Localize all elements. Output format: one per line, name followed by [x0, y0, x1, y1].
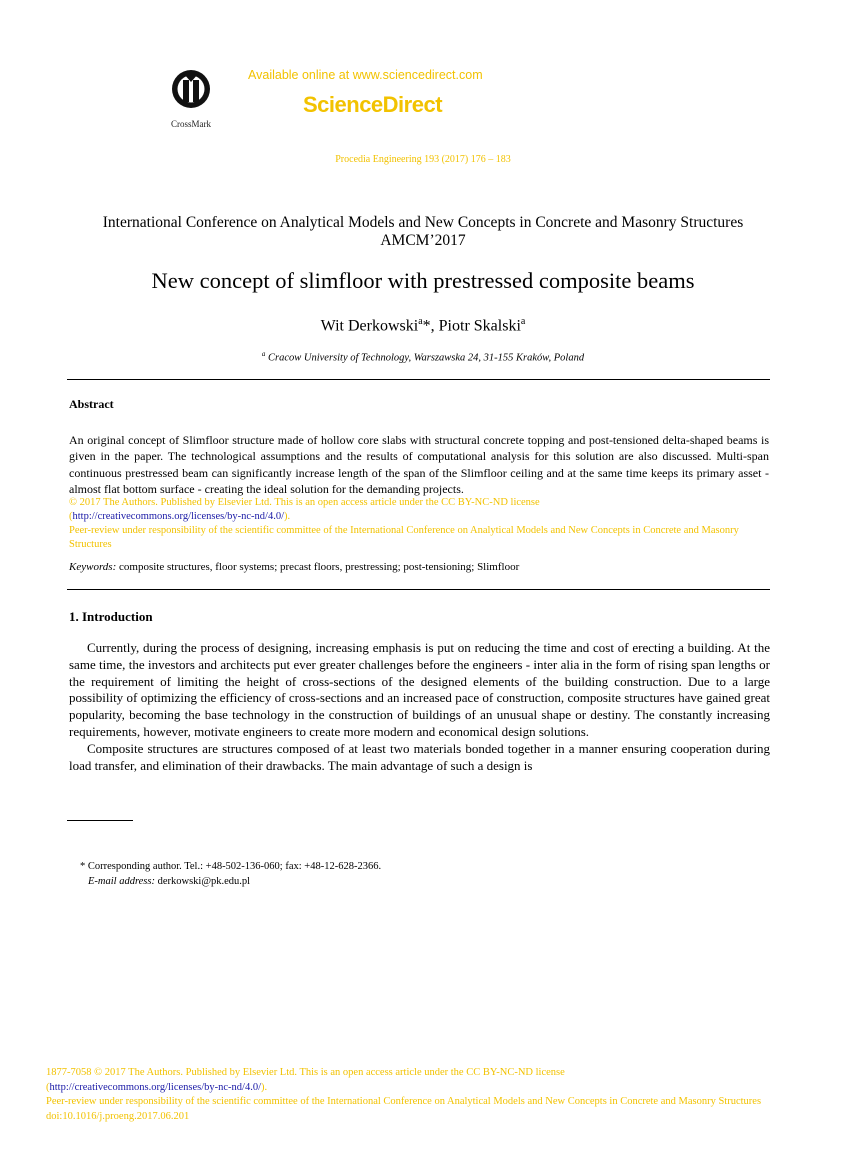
doi[interactable]: doi:10.1016/j.proeng.2017.06.201 — [46, 1110, 190, 1122]
peer-review-notice: Peer-review under responsibility of the scientific committee of the International Conference on Analytical Models and New Concepts in Concrete and Masonry Structures — [46, 1096, 762, 1107]
email-line — [80, 874, 381, 889]
author-name: Piotr Skalski — [438, 317, 521, 335]
section-body — [69, 640, 770, 774]
affiliation-text: Cracow University of Technology, Warszawska 24, 31-155 Kraków, Poland — [265, 352, 585, 364]
paragraph: Currently, during the process of designing, increasing emphasis is put on reducing the time and cost of erecting a building. At the same time, the investors and architects put ever greater challenges before the engineers - inter alia in the form of rising span lengths or the requirement of limiting the height of cross-sections of the designed elements of the building construction. Due to a large possibility of optimizing the efficiency of cross-sections and an increased pace of construction, composite structures have gained great popularity, becoming the base technology in the construction of buildings of an unusual shape or destiny. The constantly increasing requirements, however, motivate engineers to create more modern and economical design solutions. — [69, 640, 770, 739]
paragraph: Composite structures are structures composed of at least two materials bonded together in a manner ensuring cooperation during load transfer, and elimination of their drawbacks. The main advantage of such a design is — [69, 740, 770, 773]
paren: ). — [284, 511, 291, 522]
paren: ( — [69, 511, 73, 522]
license-line — [69, 510, 769, 524]
footnote — [80, 859, 381, 889]
paren: ). — [261, 1081, 268, 1093]
affiliation-marker: a — [261, 350, 266, 358]
affiliation — [0, 350, 846, 364]
keywords-text: composite structures, floor systems; precast floors, prestressing; post-tensioning; Slimfloor — [116, 561, 520, 573]
page-footer — [46, 1066, 766, 1124]
keywords-label: Keywords: — [69, 561, 117, 573]
divider — [67, 379, 770, 380]
sciencedirect-logo[interactable]: ScienceDirect — [303, 92, 443, 117]
journal-reference: Procedia Engineering 193 (2017) 176 – 183 — [335, 154, 511, 165]
corresponding-author: * Corresponding author. Tel.: +48-502-136-060; fax: +48-12-628-2366. — [80, 861, 382, 872]
divider — [67, 589, 770, 590]
crossmark-icon — [170, 68, 212, 112]
license-line — [46, 1081, 766, 1096]
affiliation-marker: a — [418, 316, 423, 327]
issn-line: 1877-7058 © 2017 The Authors. Published by Elsevier Ltd. This is an open access article under the CC BY-NC-ND license — [46, 1067, 565, 1078]
email-address[interactable]: derkowski@pk.edu.pl — [154, 876, 251, 887]
section-heading: 1. Introduction — [69, 609, 153, 624]
author-name: Wit Derkowski — [320, 317, 419, 335]
email-label: E-mail address: — [88, 876, 155, 887]
available-online-text[interactable]: Available online at www.sciencedirect.com — [248, 68, 483, 82]
abstract-heading: Abstract — [69, 397, 114, 411]
license-link[interactable]: http://creativecommons.org/licenses/by-nc-nd/4.0/ — [72, 511, 285, 522]
author-list — [0, 316, 846, 335]
abstract-text: An original concept of Slimfloor structure made of hollow core slabs with structural concrete topping and post-tensioned delta-shaped beams is given in the paper. The technological assumptions and the results of computational analysis for this solution are also discussed. Multi-span continuous prestressed beam can significantly increase length of the span of the Slimfloor ceiling and at the same time keeps its primary asset - almost flat bottom surface - creating the ideal solution for the demanding projects. — [69, 433, 769, 496]
crossmark-badge[interactable] — [160, 68, 222, 129]
license-link[interactable]: http://creativecommons.org/licenses/by-nc-nd/4.0/ — [49, 1081, 262, 1093]
conference-name: International Conference on Analytical Models and New Concepts in Concrete and Masonry Structures AMCM’2017 — [102, 214, 744, 249]
footnote-divider — [67, 820, 133, 821]
paper-title: New concept of slimfloor with prestressed composite beams — [151, 268, 695, 293]
affiliation-marker: a — [520, 316, 526, 327]
copyright-notice: © 2017 The Authors. Published by Elsevier Ltd. This is an open access article under the CC BY-NC-ND license — [69, 497, 540, 508]
corresponding-mark: *, — [422, 317, 439, 335]
crossmark-label: CrossMark — [171, 119, 211, 129]
peer-review-notice: Peer-review under responsibility of the scientific committee of the International Conference on Analytical Models and New Concepts in Concrete and Masonry Structures — [69, 525, 739, 550]
paren: ( — [46, 1081, 50, 1093]
keywords — [69, 561, 769, 573]
